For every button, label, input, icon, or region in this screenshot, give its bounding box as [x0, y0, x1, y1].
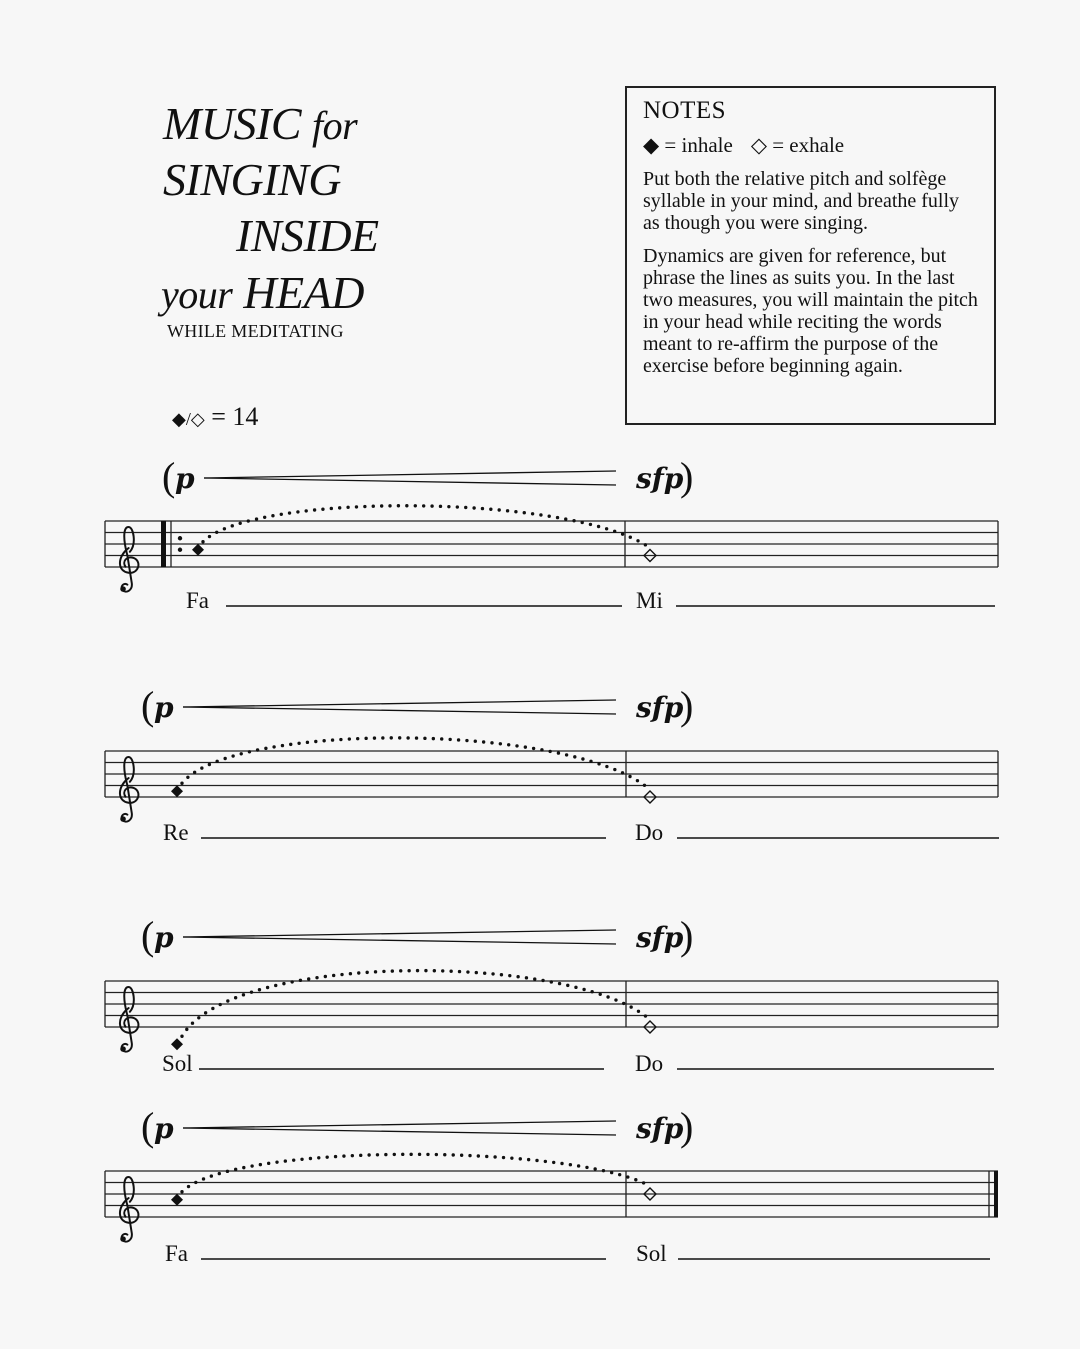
dynamic-piano: p — [154, 1112, 174, 1145]
solfege-syllable-1: Sol — [162, 1051, 193, 1076]
notes-paragraph-1: Put both the relative pitch and solfège syllable in your mind, and breathe fully as though you were singing. — [643, 168, 960, 234]
crescendo-hairpin-line — [183, 1128, 616, 1135]
dynamic-open-paren: ( — [141, 683, 155, 728]
repeat-thick-barline — [161, 521, 166, 567]
title-music: MUSIC — [163, 98, 302, 149]
dynamic-close-paren: ) — [680, 683, 694, 728]
tempo-value: = 14 — [211, 402, 259, 431]
dotted-slur — [182, 1154, 648, 1191]
dynamic-close-paren: ) — [680, 913, 694, 958]
dynamic-open-paren: ( — [162, 454, 176, 499]
solfege-syllable-2: Mi — [636, 588, 663, 613]
solfege-syllable-1: Re — [163, 820, 189, 845]
dynamic-close-paren: ) — [680, 1104, 694, 1149]
solfege-syllable-2: Do — [635, 1051, 664, 1076]
treble-clef-icon — [120, 1177, 139, 1242]
solfege-syllable-2: Do — [635, 820, 664, 845]
notes-paragraph-2: Dynamics are given for reference, but phrase the lines as suits you. In the last two measures, you will maintain the pitch in your head while reciting the words meant to re-affirm the purpose of the exercise before beginning again. — [643, 245, 978, 377]
solfege-syllable-1: Fa — [186, 588, 209, 613]
solfege-syllable-1: Fa — [165, 1241, 188, 1266]
treble-clef-icon — [120, 757, 139, 822]
inhale-note-icon — [192, 544, 204, 556]
dynamic-piano: p — [154, 691, 174, 724]
dynamic-sfp: sfp — [636, 462, 684, 495]
dynamic-sfp: sfp — [636, 691, 684, 724]
crescendo-hairpin-line — [183, 937, 616, 944]
crescendo-hairpin-line — [204, 471, 616, 478]
staff-systems — [105, 454, 999, 1266]
dynamic-piano: p — [154, 921, 174, 954]
repeat-dot — [178, 548, 182, 552]
staff-system — [105, 683, 999, 845]
inhale-note-icon — [171, 1038, 183, 1050]
dotted-slur — [203, 506, 648, 547]
title-line-3: INSIDE — [236, 210, 379, 261]
breath-tempo-icon: ◆/◇ — [172, 409, 205, 429]
inhale-legend: ◆ = inhale — [643, 133, 733, 157]
dynamic-sfp: sfp — [636, 921, 684, 954]
treble-clef-icon — [120, 527, 139, 592]
solfege-syllable-2: Sol — [636, 1241, 667, 1266]
staff-system — [105, 913, 998, 1076]
crescendo-hairpin-line — [183, 700, 616, 707]
dynamic-sfp: sfp — [636, 1112, 684, 1145]
staff-system — [105, 454, 998, 613]
crescendo-hairpin-line — [183, 1121, 616, 1128]
title-head: HEAD — [243, 267, 364, 318]
title-your: your — [161, 272, 233, 317]
exhale-legend: ◇ = exhale — [750, 133, 845, 157]
dynamic-piano: p — [175, 462, 195, 495]
treble-clef-icon — [120, 987, 139, 1052]
staff-system — [105, 1104, 998, 1266]
title-for: for — [312, 103, 358, 148]
crescendo-hairpin-line — [204, 478, 616, 485]
inhale-note-icon — [171, 785, 183, 797]
repeat-dot — [178, 536, 182, 540]
inhale-note-icon — [171, 1194, 183, 1206]
dynamic-open-paren: ( — [141, 913, 155, 958]
subtitle: WHILE MEDITATING — [167, 321, 344, 341]
crescendo-hairpin-line — [183, 707, 616, 714]
dynamic-close-paren: ) — [680, 454, 694, 499]
notes-heading: NOTES — [643, 97, 727, 124]
title-line-2: SINGING — [163, 154, 341, 205]
dynamic-open-paren: ( — [141, 1104, 155, 1149]
crescendo-hairpin-line — [183, 930, 616, 937]
final-thick-barline — [994, 1171, 998, 1217]
